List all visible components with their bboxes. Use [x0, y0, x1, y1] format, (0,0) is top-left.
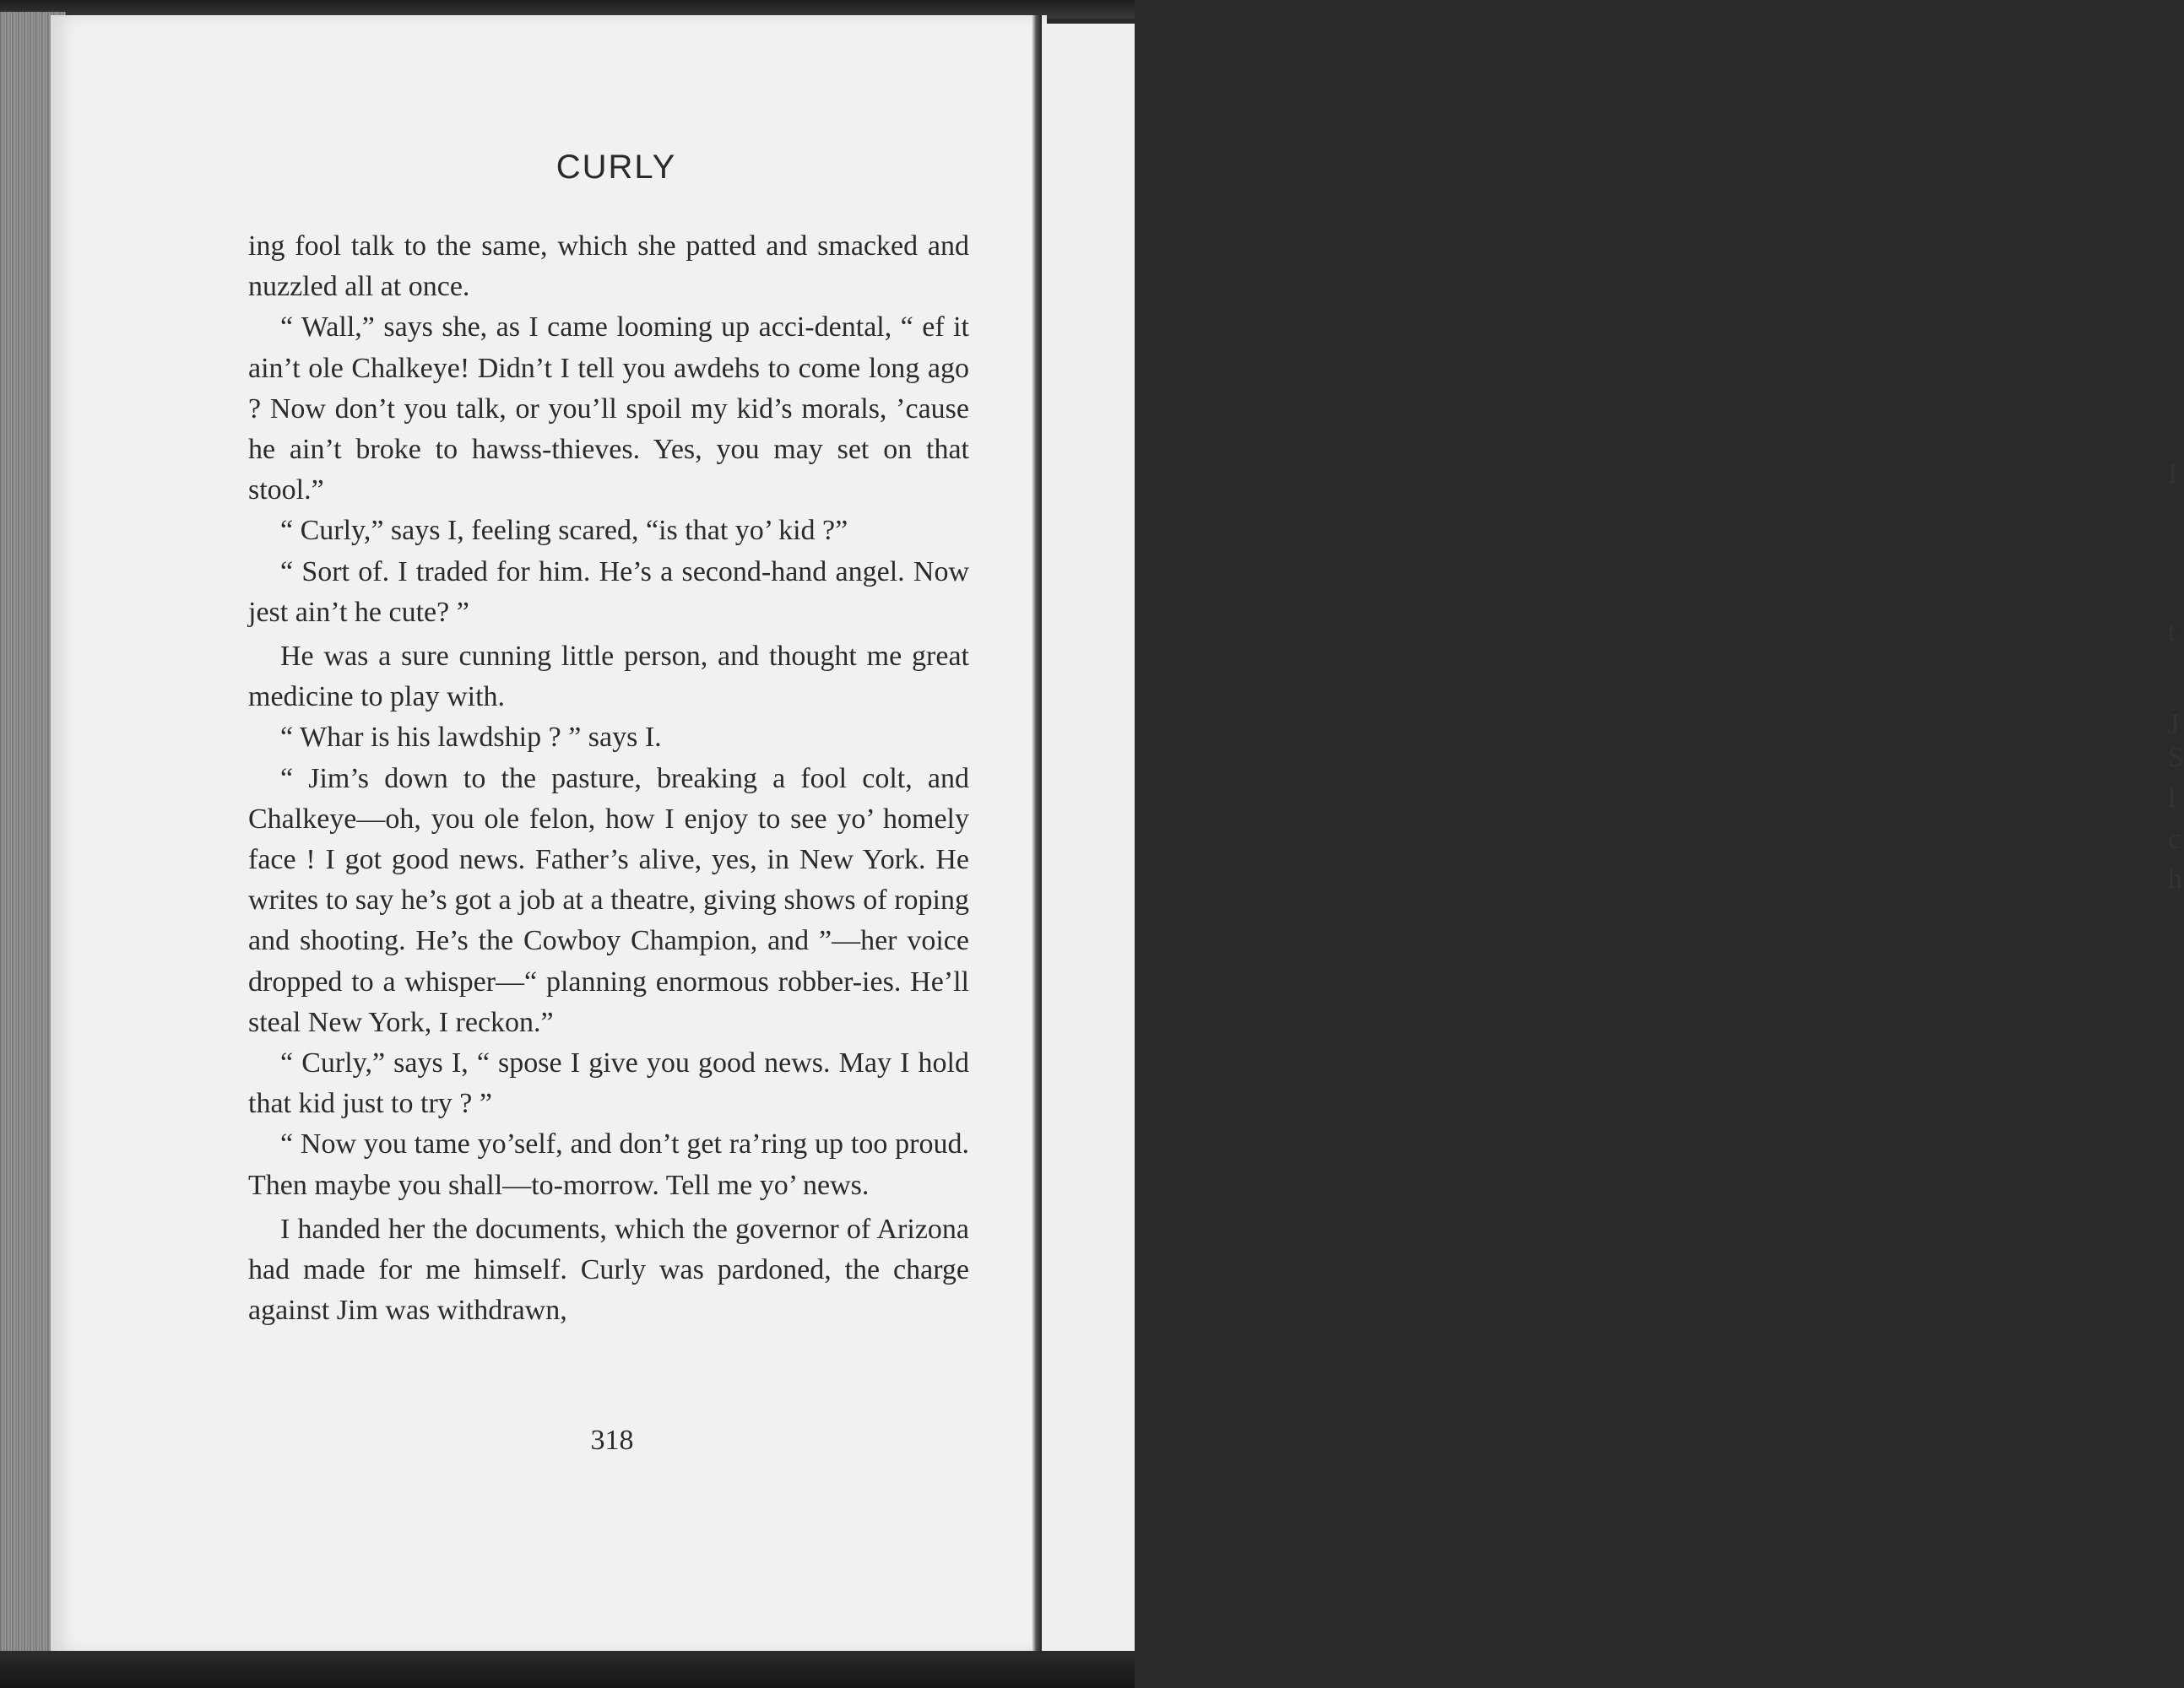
facing-page-fragment: c: [2168, 824, 2181, 855]
book-bottom-edge: [0, 1651, 1135, 1688]
page-number: 318: [590, 1425, 634, 1456]
facing-page-fragment: l: [2168, 782, 2176, 814]
paragraph: “ Wall,” says she, as I came looming up acci-dental, “ ef it ain’t ole Chalkeye! Didn’t I tell you awdehs to come long ago ? Now don’t you talk, or you’ll spoil my kid’s morals, ’cause he ain’t broke to hawss-thieves. Yes, you may set on that stool.”: [248, 311, 969, 506]
paragraph: “ Sort of. I traded for him. He’s a second-hand angel. Now jest ain’t he cute? ”: [248, 555, 969, 628]
facing-page-fragment: h: [2168, 863, 2182, 895]
paragraph: I handed her the documents, which the governor of Arizona had made for me himself. Curly was pardoned, the charge against Jim was withdrawn,: [248, 1213, 969, 1327]
paragraph: ing fool talk to the same, which she patted and smacked and nuzzled all at once.: [248, 230, 969, 303]
paragraph: “ Whar is his lawdship ? ” says I.: [280, 722, 662, 754]
paragraph: “ Curly,” says I, feeling scared, “is that yo’ kid ?”: [280, 515, 848, 547]
paragraph: “ Curly,” says I, “ spose I give you good news. May I hold that kid just to try ? ”: [248, 1047, 969, 1120]
running-head: CURLY: [555, 149, 677, 186]
facing-page-fragment: I: [2168, 458, 2178, 490]
facing-page-fragment: J: [2168, 709, 2180, 740]
facing-page-fragment: t: [2168, 616, 2176, 647]
body-text: [248, 226, 969, 1331]
paragraph: “ Now you tame yo’self, and don’t get ra’ring up too proud. Then maybe you shall—to-morrow. Tell me yo’ news.: [248, 1128, 969, 1201]
paragraph: “ Jim’s down to the pasture, breaking a fool colt, and Chalkeye—oh, you ole felon, how I enjoy to see yo’ homely face ! I got good news. Father’s alive, yes, in New York. He writes to say he’s got a job at a theatre, giving shows of roping and shooting. He’s the Cowboy Champion, and ”—her voice dropped to a whisper—“ planning enormous robber-ies. He’ll steal New York, I reckon.”: [248, 762, 969, 1038]
paragraph: He was a sure cunning little person, and thought me great medicine to play with.: [248, 641, 969, 713]
facing-page: [1042, 24, 2184, 1654]
book-gutter: [1032, 15, 1042, 1653]
facing-page-fragment: S: [2168, 742, 2184, 773]
